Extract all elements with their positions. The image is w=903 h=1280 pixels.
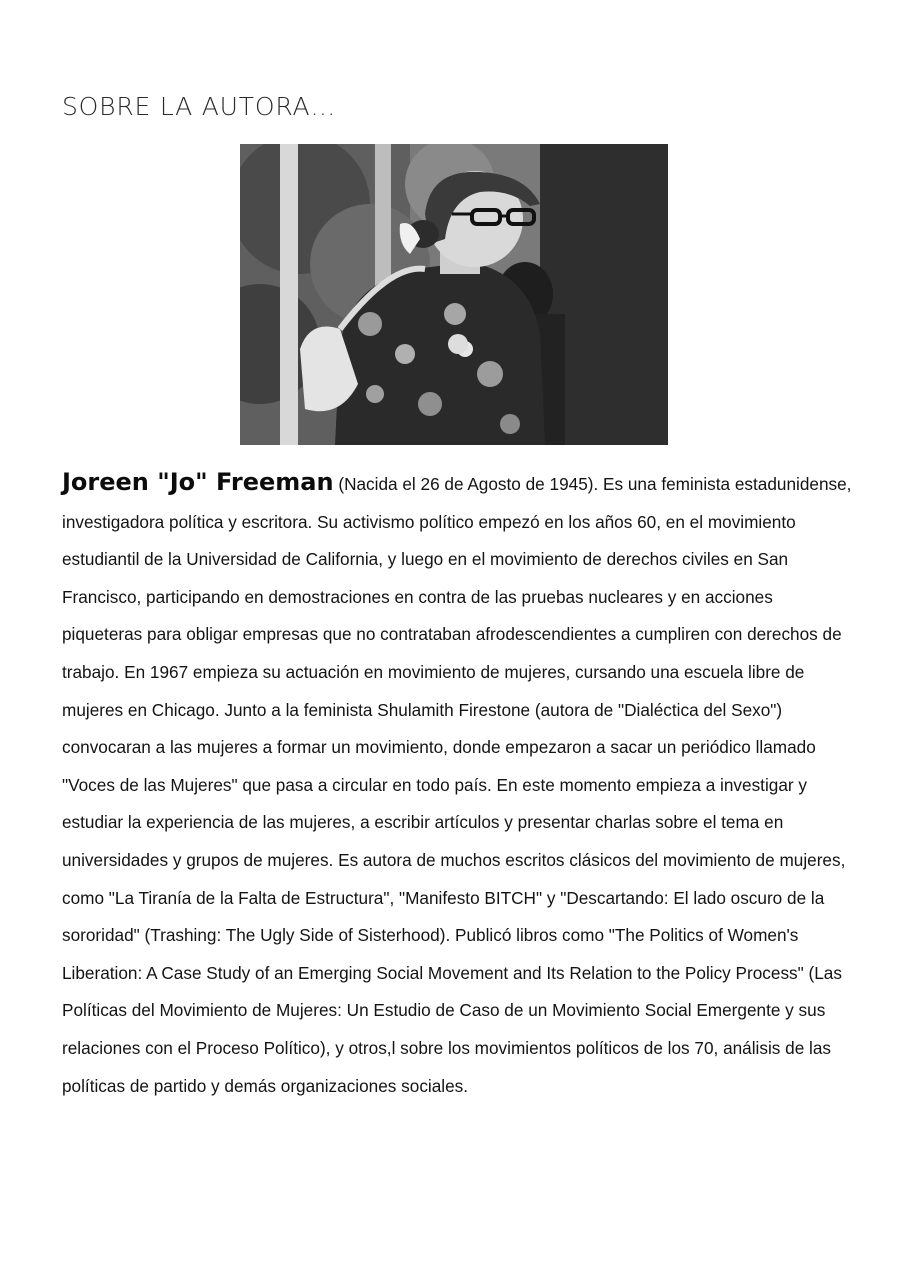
author-photo-illustration: [240, 144, 668, 445]
page-title: SOBRE LA AUTORA…: [62, 92, 337, 121]
author-bio-paragraph: [62, 464, 852, 1105]
author-photo: [240, 144, 668, 445]
author-bio-text: (Nacida el 26 de Agosto de 1945). Es una feminista estadunidense, investigadora política y escritora. Su activismo político empezó en los años 60, en el movimiento estudiantil de la Universidad de California, y luego en el movimiento de derechos civiles en San Francisco, participando en demostraciones en contra de las pruebas nucleares y en acciones piqueteras para obligar empresas que no contrataban afrodescendientes a cumpliren con derechos de trabajo. En 1967 empieza su actuación en movimiento de mujeres, cursando una escuela libre de mujeres en Chicago. Junto a la feminista Shulamith Firestone (autora de "Dialéctica del Sexo") convocaran a las mujeres a formar un movimiento, donde empezaron a sacar un periódico llamado "Voces de las Mujeres" que pasa a circular en todo país. En este momento empieza a investigar y estudiar la experiencia de las mujeres, a escribir artículos y presentar charlas sobre el tema en universidades y grupos de mujeres. Es autora de muchos escritos clásicos del movimiento de mujeres, como "La Tiranía de la Falta de Estructura", "Manifesto BITCH" y "Descartando: El lado oscuro de la sororidad" (Trashing: The Ugly Side of Sisterhood). Publicó libros como "The Politics of Women's Liberation: A Case Study of an Emerging Social Movement and Its Relation to the Policy Process" (Las Políticas del Movimiento de Mujeres: Un Estudio de Caso de un Movimiento Social Emergente y sus relaciones con el Proceso Político), y otros,l sobre los movimientos políticos de los 70, análisis de las políticas de partido y demás organizaciones sociales.: [62, 474, 852, 1096]
author-name: Joreen "Jo" Freeman: [62, 468, 334, 496]
